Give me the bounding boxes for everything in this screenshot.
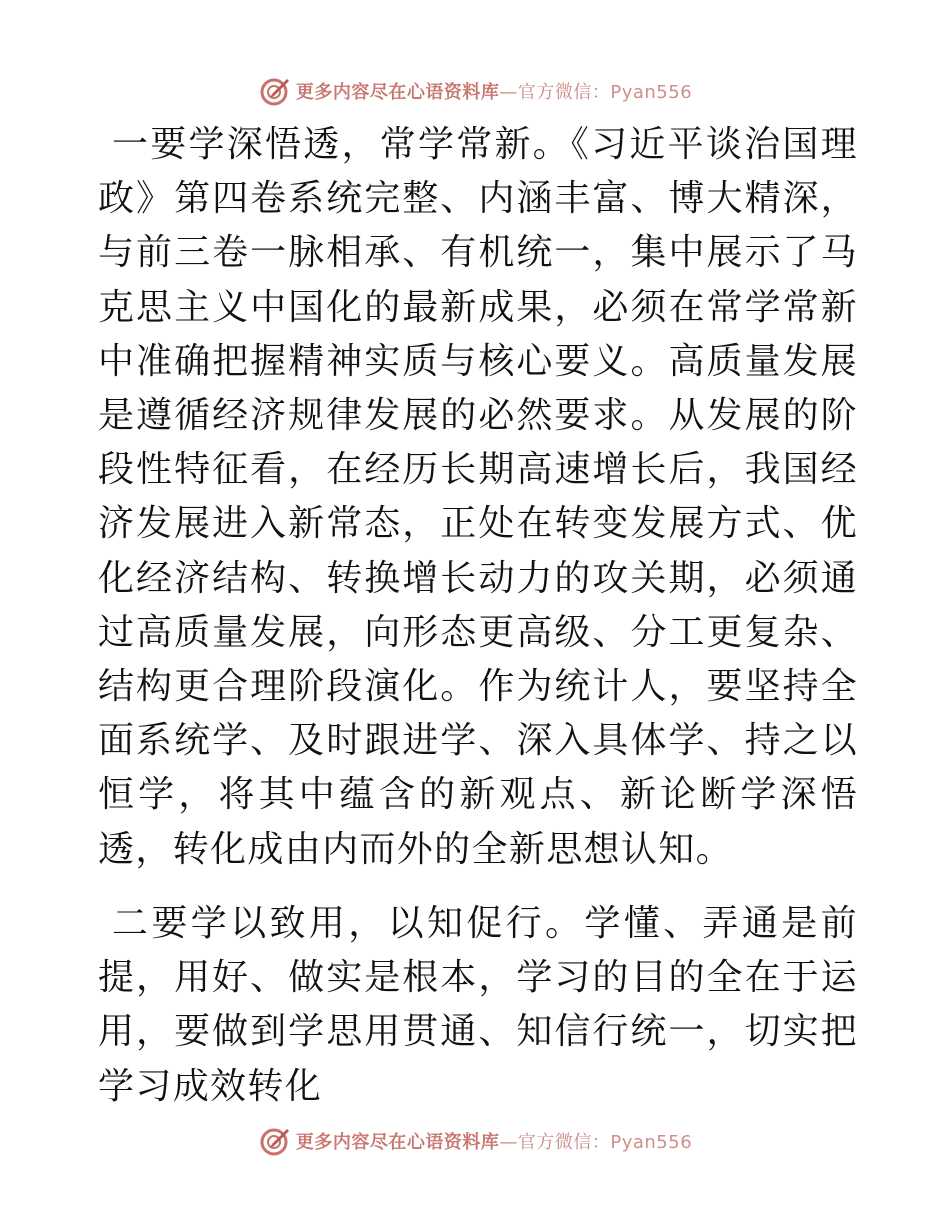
logo-icon [258, 1124, 292, 1158]
watermark-footer [0, 1121, 950, 1161]
paragraph-2: 二要学以致用，以知促行。学懂、弄通是前提，用好、做实是根本，学习的目的全在于运用，要做到学思用贯通、知信行统一，切实把学习成效转化 [98, 903, 858, 1107]
logo-icon [258, 74, 292, 108]
watermark-text: 更多内容尽在心语资料库—官方微信：Pyan556 [295, 82, 693, 103]
paragraph-1: 一要学深悟透，常学常新。《习近平谈治国理政》第四卷系统完整、内涵丰富、博大精深，与前三卷一脉相承、有机统一，集中展示了马克思主义中国化的最新成果，必须在常学常新中准确把握精神实质与核心要义。高质量发展是遵循经济规律发展的必然要求。从发展的阶段性特征看，在经历长期高速增长后，我国经济发展进入新常态，正处在转变发展方式、优化经济结构、转换增长动力的攻关期，必须通过高质量发展，向形态更高级、分工更复杂、结构更合理阶段演化。作为统计人，要坚持全面系统学、及时跟进学、深入具体学、持之以恒学，将其中蕴含的新观点、新论断学深悟透，转化成由内而外的全新思想认知。 [98, 124, 858, 870]
watermark-text: 更多内容尽在心语资料库—官方微信：Pyan556 [295, 1132, 693, 1153]
watermark-header [0, 71, 950, 111]
